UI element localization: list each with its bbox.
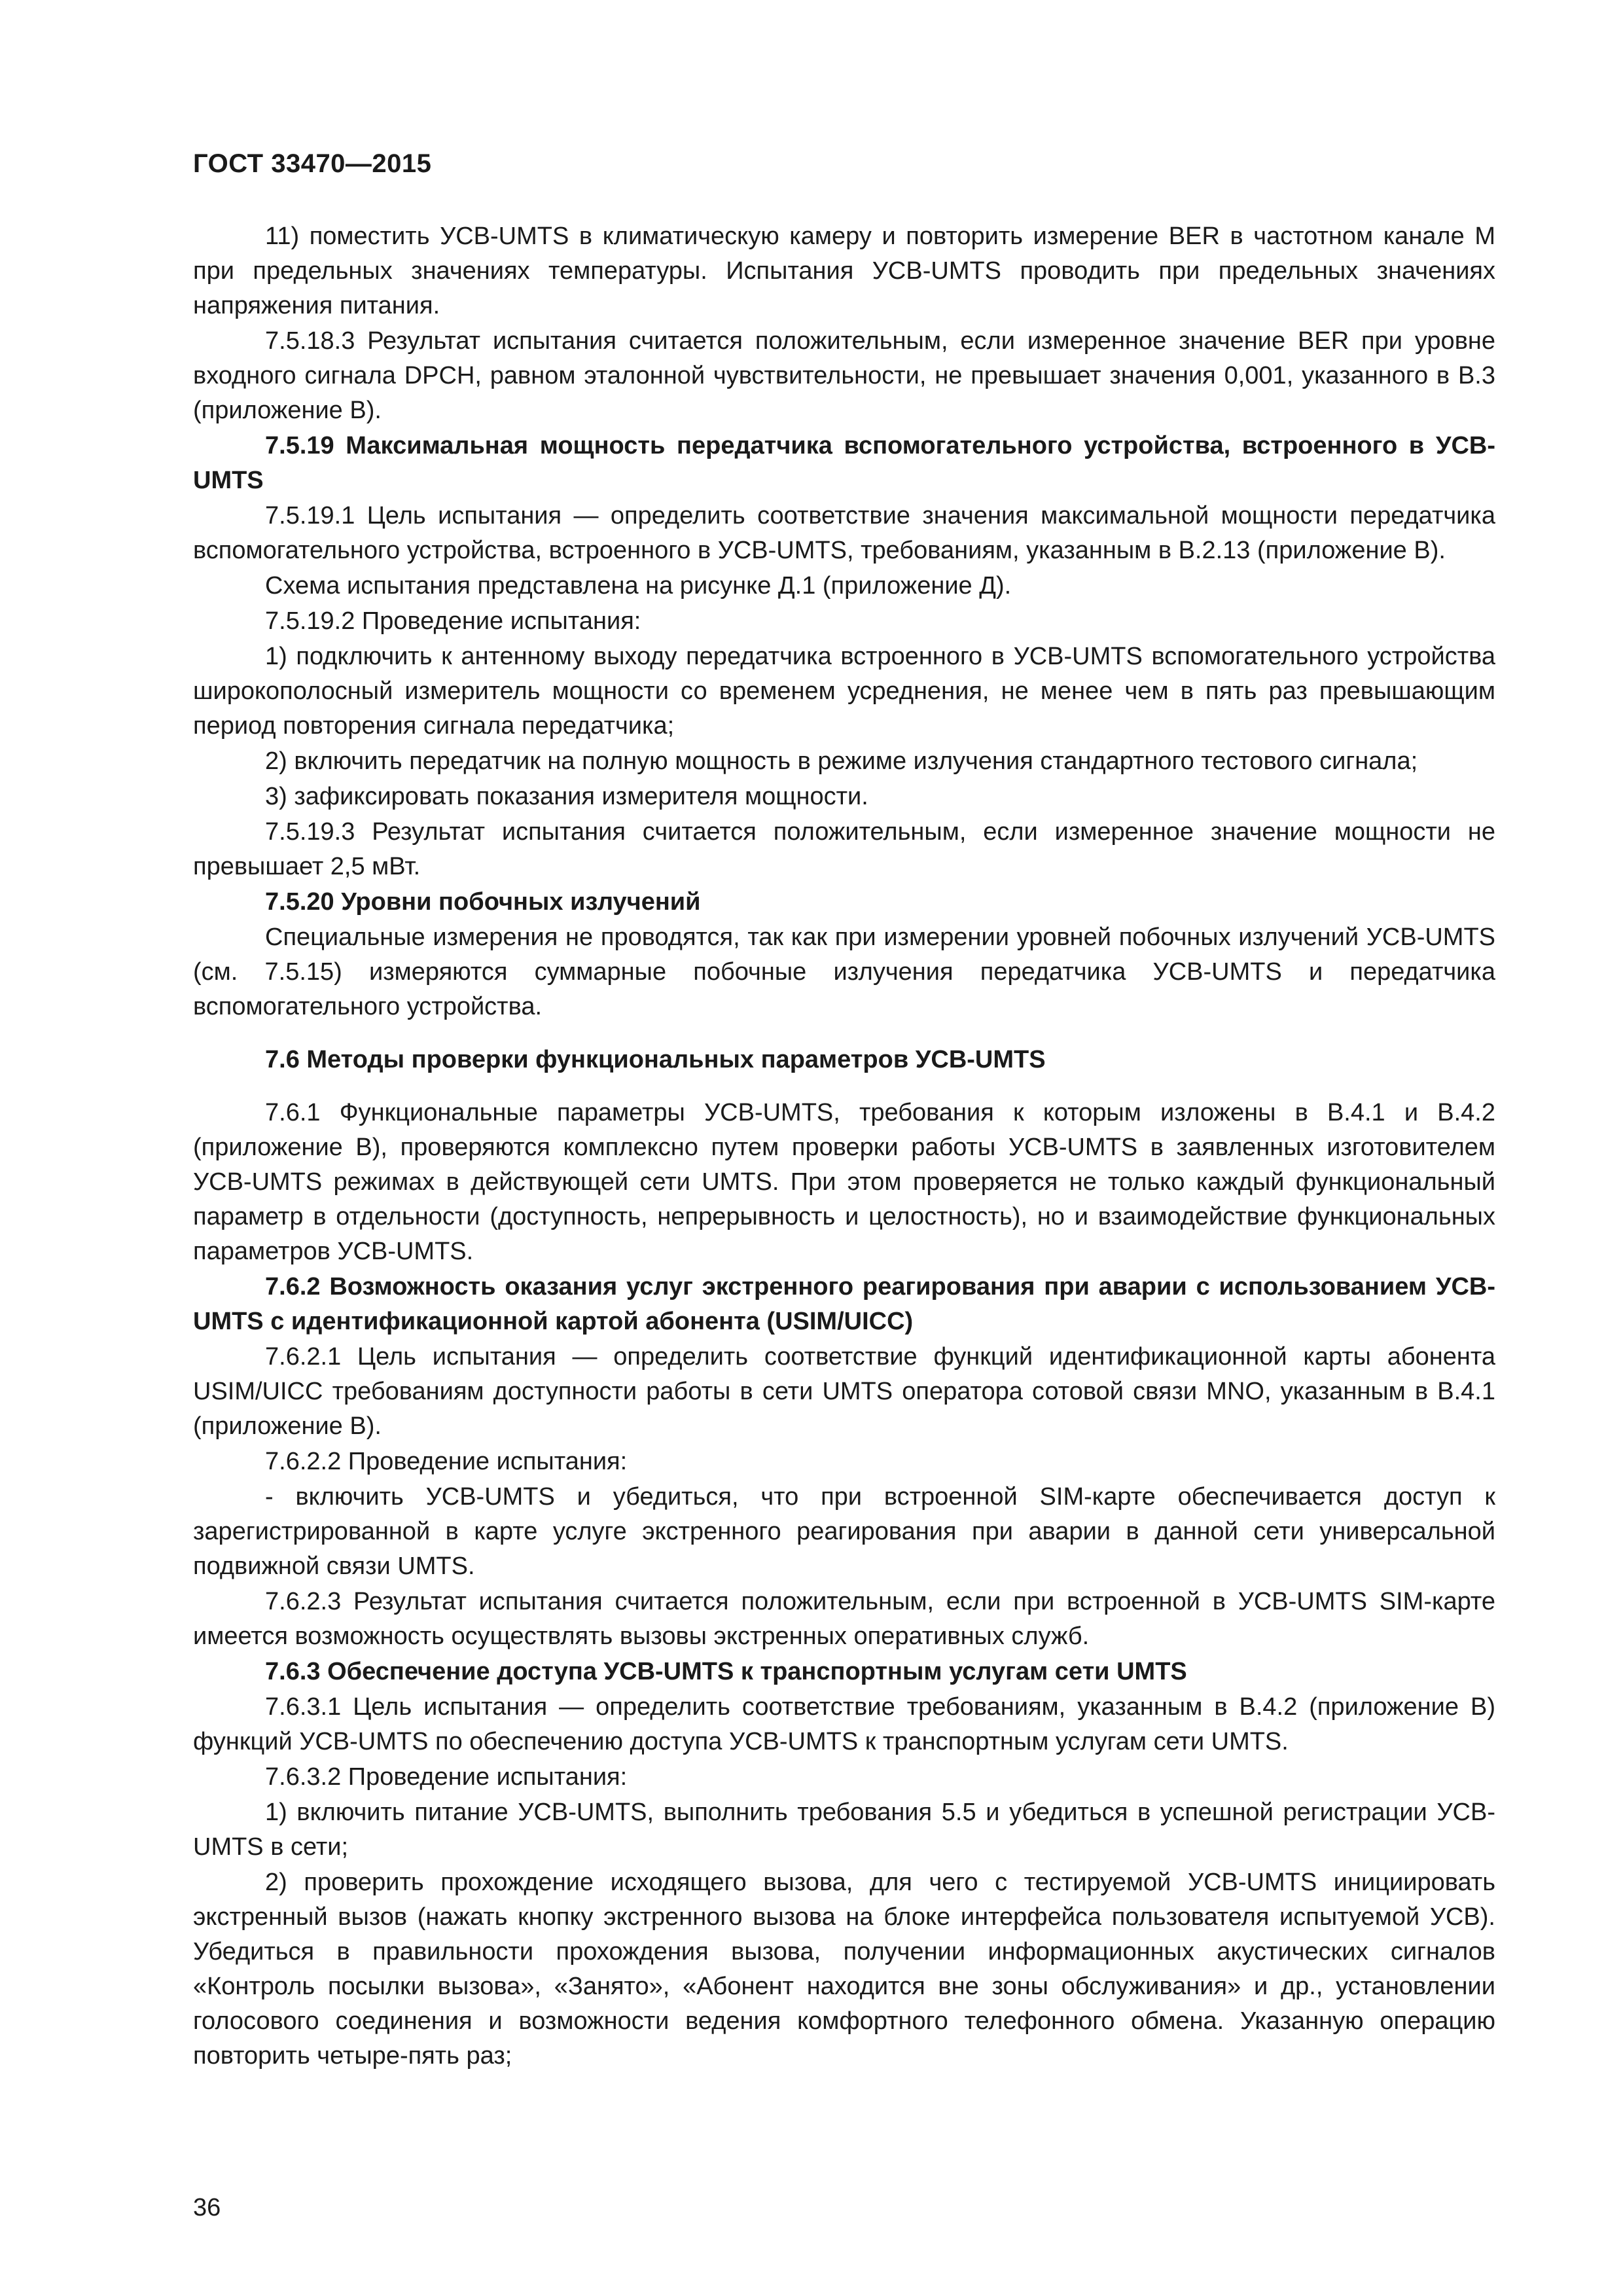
paragraph: 7.6.3.1 Цель испытания — определить соответствие требованиям, указанным в В.4.2 (приложение В) функций УСВ-UMTS по обеспечению доступа УСВ-UMTS к транспортным услугам сети UMTS. bbox=[193, 1693, 1495, 1755]
chapter-heading: 7.6 Методы проверки функциональных параметров УСВ-UMTS bbox=[265, 1046, 1046, 1073]
list-item: 2) включить передатчик на полную мощность в режиме излучения стандартного тестового сигнала; bbox=[265, 747, 1418, 775]
paragraph: 11) поместить УСВ-UMTS в климатическую камеру и повторить измерение BER в частотном канале М при предельных значениях температуры. Испытания УСВ-UMTS проводить при предельных значениях напряжения питания. bbox=[193, 223, 1495, 319]
list-item: 1) включить питание УСВ-UMTS, выполнить требования 5.5 и убедиться в успешной регистрации УСВ-UMTS в сети; bbox=[193, 1799, 1495, 1861]
section-heading: 7.6.2 Возможность оказания услуг экстренного реагирования при аварии с использованием УСВ-UMTS с идентификационной картой абонента (USIM/UICC) bbox=[193, 1273, 1495, 1335]
paragraph: 7.6.2.1 Цель испытания — определить соответствие функций идентификационной карты абонента USIM/UICC требованиям доступности работы в сети UMTS оператора сотовой связи MNO, указанным в В.4.1 (приложение В). bbox=[193, 1343, 1495, 1440]
list-item: 1) подключить к антенному выходу передатчика встроенного в УСВ-UMTS вспомогательного устройства широкополосный измеритель мощности со временем усреднения, не менее чем в пять раз превышающим период повторения сигнала передатчика; bbox=[193, 643, 1495, 740]
section-heading: 7.5.20 Уровни побочных излучений bbox=[265, 888, 701, 916]
paragraph: 7.5.19.2 Проведение испытания: bbox=[265, 607, 641, 635]
paragraph: 7.6.1 Функциональные параметры УСВ-UMTS, требования к которым изложены в В.4.1 и В.4.2 (приложение В), проверяются комплексно путем проверки работы УСВ-UMTS в заявленных изготовителем УСВ-UMTS режимах в действующей сети UMTS. При этом проверяется не только каждый функциональный параметр в отдельности (доступность, непрерывность и целостность), но и взаимодействие функциональных параметров УСВ-UMTS. bbox=[193, 1099, 1495, 1265]
paragraph: Специальные измерения не проводятся, так как при измерении уровней побочных излучений УСВ-UMTS (см. 7.5.15) измеряются суммарные побочные излучения передатчика УСВ-UMTS и передатчика вспомогательного устройства. bbox=[193, 924, 1495, 1020]
paragraph: 7.6.2.2 Проведение испытания: bbox=[265, 1448, 628, 1475]
list-item: 2) проверить прохождение исходящего вызова, для чего с тестируемой УСВ-UMTS инициировать экстренный вызов (нажать кнопку экстренного вызова на блоке интерфейса пользователя испытуемой УСВ). Убедиться в правильности прохождения вызова, получении информационных акустических сигналов «Контроль посылки вызова», «Занято», «Абонент находится вне зоны обслуживания» и др., установлении голосового соединения и возможности ведения комфортного телефонного обмена. Указанную операцию повторить четыре-пять раз; bbox=[193, 1869, 1495, 2070]
paragraph: Схема испытания представлена на рисунке Д.1 (приложение Д). bbox=[265, 572, 1012, 600]
paragraph: 7.5.19.1 Цель испытания — определить соответствие значения максимальной мощности передатчика вспомогательного устройства, встроенного в УСВ-UMTS, требованиям, указанным в В.2.13 (приложение В). bbox=[193, 502, 1495, 564]
page-header: ГОСТ 33470—2015 bbox=[193, 149, 432, 178]
paragraph: 7.6.3.2 Проведение испытания: bbox=[265, 1763, 628, 1791]
section-heading: 7.6.3 Обеспечение доступа УСВ-UMTS к транспортным услугам сети UMTS bbox=[265, 1658, 1187, 1685]
section-heading: 7.5.19 Максимальная мощность передатчика вспомогательного устройства, встроенного в УСВ-UMTS bbox=[193, 432, 1495, 494]
paragraph: 7.5.19.3 Результат испытания считается положительным, если измеренное значение мощности не превышает 2,5 мВт. bbox=[193, 818, 1495, 880]
paragraph: 7.6.2.3 Результат испытания считается положительным, если при встроенной в УСВ-UMTS SIM-карте имеется возможность осуществлять вызовы экстренных оперативных служб. bbox=[193, 1588, 1495, 1650]
page-number: 36 bbox=[193, 2194, 221, 2221]
list-item: 3) зафиксировать показания измерителя мощности. bbox=[265, 783, 868, 810]
list-item: - включить УСВ-UMTS и убедиться, что при встроенной SIM-карте обеспечивается доступ к зарегистрированной в карте услуге экстренного реагирования при аварии в данной сети универсальной подвижной связи UMTS. bbox=[193, 1483, 1495, 1580]
page-body bbox=[193, 219, 1495, 2074]
paragraph: 7.5.18.3 Результат испытания считается положительным, если измеренное значение BER при уровне входного сигнала DPCH, равном эталонной чувствительности, не превышает значения 0,001, указанного в В.3 (приложение В). bbox=[193, 327, 1495, 424]
